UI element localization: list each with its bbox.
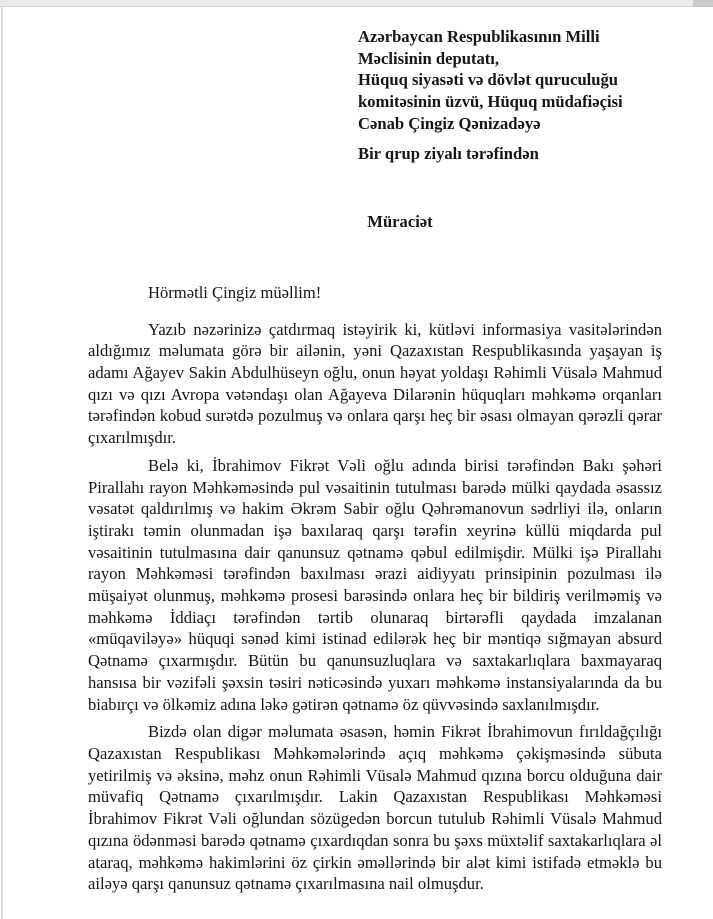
- document-title: Müraciət: [367, 212, 433, 232]
- body-paragraph: Belə ki, İbrahimov Fikrət Vəli oğlu adında birisi tərəfindən Bakı şəhəri Pirallahı rayon Məhkəməsində pul vəsaitinin tutulması barədə mülki qaydada əsassız vəsatət qaldırılmış və hakim Əkrəm Sabir oğlu Qəhrəmanovun sədrliyi ilə, onların iştirakı təmin olunmadan işə baxılaraq qarşı tərəfin xeyrinə küllü miqdarda pul vəsaitinin tutulmasına dair qanunsuz qətnamə qəbul edilmişdir. Mülki işə Pirallahı rayon Məhkəməsi tərəfindən baxılması ərazi aidiyyatı prinsipinin pozulması ilə müşaiyət olunmuş, məhkəmə prosesi barəsində onlara heç bir bildiriş verilməmiş və məhkəmə İddiaçı tərəfindən tərtib olunaraq birtərəfli qaydada imzalanan «müqaviləyə» hüquqi sənəd kimi istinad edilərək heç bir məntiqə sığmayan absurd Qətnamə çıxarmışdır. Bütün bu qanunsuzluqlara və saxtakarlıqlara baxmayaraq hansısa bir vəzifəli şəxsin təsiri nəticəsində yuxarı məhkəmə instansiyalarında da bu biabırçı və ölkəmiz adına ləkə gətirən qətnamə öz qüvvəsində saxlanılmışdır.: [88, 455, 662, 714]
- viewer-top-edge: [0, 0, 713, 7]
- addressee-line: Cənab Çingiz Qənizadəyə: [358, 113, 541, 133]
- document-page[interactable]: [3, 7, 713, 919]
- body-paragraph: Bizdə olan digər məlumata əsasən, həmin Fikrət İbrahimovun fırıldağçılığı Qazaxıstan Respublikası Məhkəmələrində açıq məhkəmə çəkişməsində sübuta yetirilmiş və əksinə, məhz onun Rəhimli Vüsalə Mahmud qızına borcu olduğuna dair müvafiq Qətnamə çıxarılmışdır. Lakin Qazaxıstan Respublikası Məhkəməsi İbrahimov Fikrət Vəli oğlundan sözügedən borcun tutulub Rəhimli Vüsalə Mahmud qızına ödənməsi barədə qətnamə çıxardıqdan sonra bu şəxs müxtəlif saxtakarlıqlara əl ataraq, məhkəmə hakimlərini öz çirkin əməllərində bir alət kimi istifadə etməklə bu ailəyə qarşı qanunsuz qətnamə çıxarılmasına nail olmuşdur.: [88, 722, 662, 894]
- addressee-line: Hüquq siyasəti və dövlət quruculuğu: [358, 70, 619, 90]
- scrollbar-top-fragment[interactable]: [693, 0, 713, 7]
- page-left-edge: [1, 6, 3, 919]
- addressee-block: [358, 26, 662, 135]
- letter-content: [3, 26, 713, 895]
- addressee-line: komitəsinin üzvü, Hüquq müdafiəçisi: [358, 92, 623, 112]
- sender-line: Bir qrup ziyalı tərəfindən: [358, 143, 539, 163]
- addressee-line: Məclisinin deputatı,: [358, 48, 500, 68]
- salutation: Hörmətli Çingiz müəllim!: [148, 282, 322, 302]
- body-paragraph: Yazıb nəzərinizə çatdırmaq istəyirik ki, kütləvi informasiya vasitələrindən aldığımız məlumata görə bir ailənin, yəni Qazaxıstan Respublikasında yaşayan iş adamı Ağayev Sakin Abdulhüseyn oğlu, onun həyat yoldaşı Rəhimli Vüsalə Mahmud qızı və qızı Avropa vətəndaşı olan Ağayeva Dilarənin hüquqları məhkəmə orqanları tərəfindən kobud surətdə pozulmuş və onlara qarşı heç bir əsası olmayan qərəzli qərar çıxarılmışdır.: [88, 319, 662, 448]
- addressee-line: Azərbaycan Respublikasının Milli: [358, 27, 600, 46]
